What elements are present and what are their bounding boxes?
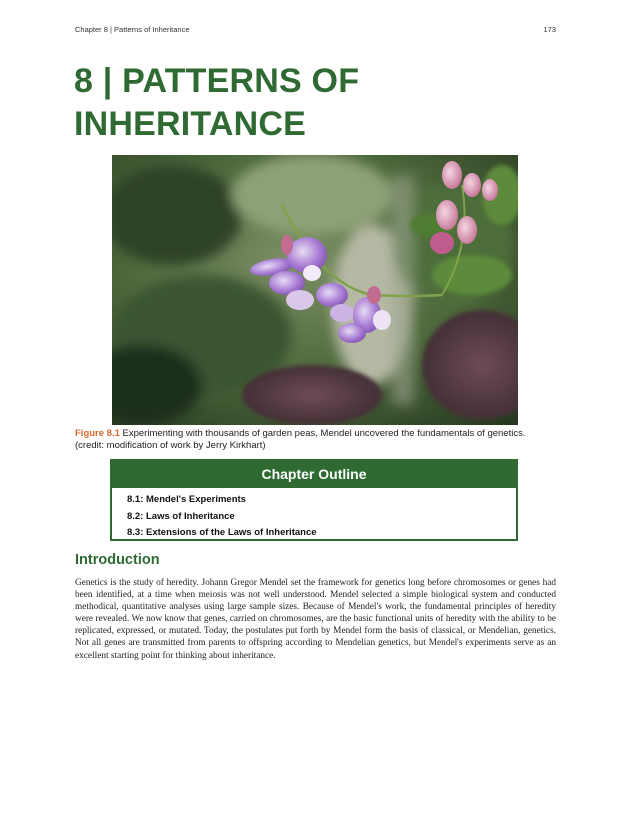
figure-caption [75,428,556,452]
chapter-outline-list [112,488,516,542]
chapter-outline-heading: Chapter Outline [112,461,516,488]
pea-flower-photo-illustration [112,155,518,425]
figure-caption-text: Experimenting with thousands of garden peas, Mendel uncovered the fundamentals of genetics. (credit: modification of work by Jerry Kirkhart) [75,428,526,451]
outline-item-8-2[interactable]: 8.2: Laws of Inheritance [127,510,235,522]
outline-item-8-3[interactable]: 8.3: Extensions of the Laws of Inheritance [127,527,317,538]
figure-label: Figure 8.1 [75,428,120,439]
page-number: 173 [543,25,556,34]
introduction-heading: Introduction [75,552,160,568]
outline-item-8-1[interactable]: 8.1: Mendel's Experiments [127,494,246,505]
chapter-outline-box [110,459,518,541]
introduction-paragraph: Genetics is the study of heredity. Johann Gregor Mendel set the framework for genetics long before chromosomes or genes had been identified, at a time when meiosis was not well understood. Mendel selected a simple biological system and conducted methodical, quantitative analyses using large sample sizes. Because of Mendel's work, the fundamental principles of heredity were revealed. We now know that genes, carried on chromosomes, are the basic functional units of heredity with the ability to be replicated, expressed, or mutated. Today, the postulates put forth by Mendel form the basis of classical, or Mendelian, genetics. Not all genes are transmitted from parents to offspring according to Mendelian genetics, but Mendel's experiments serve as an excellent starting point for thinking about inheritance. [75,578,556,661]
chapter-title: 8 | PATTERNS OF INHERITANCE [74,62,360,143]
running-header [75,25,556,34]
figure-photo-pea-flowers [112,155,518,425]
running-title: Chapter 8 | Patterns of Inheritance [75,25,190,34]
